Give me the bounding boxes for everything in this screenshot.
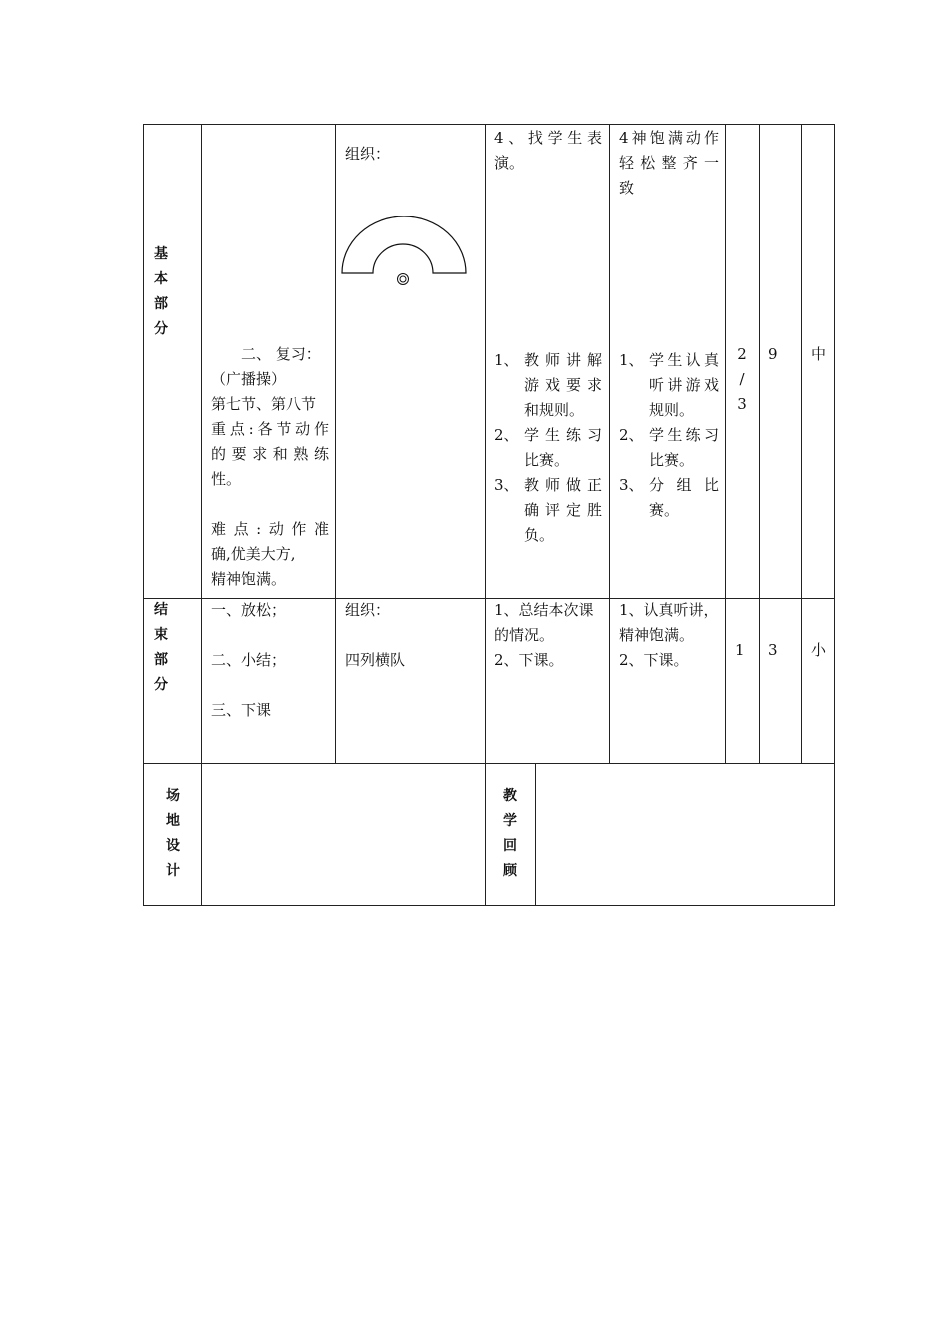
content-line: 第七节、第八节	[211, 395, 317, 413]
label-char: 顾	[503, 863, 517, 879]
teacher-line: 的情况。	[494, 626, 555, 644]
ending-organization	[345, 598, 405, 673]
content-line: 二、小结；	[211, 651, 287, 669]
teacher-item	[494, 348, 602, 423]
label-char: 学	[503, 813, 517, 829]
teacher-line: 1、总结本次课	[494, 601, 594, 619]
teacher-item	[494, 423, 602, 473]
table-border-top	[143, 124, 835, 125]
teacher-position-icon-inner	[400, 276, 406, 282]
content-line: 三、下课	[211, 701, 272, 719]
content-line: （广播操）	[211, 370, 287, 388]
column-divider	[335, 124, 336, 763]
item-line: 教师做正	[524, 476, 602, 494]
content-line: 二、 复习：	[241, 345, 321, 363]
content-line: 的要求和熟练	[211, 445, 329, 463]
ending-times: 1	[735, 641, 745, 659]
teacher-line: 2、下课。	[494, 651, 564, 669]
basic-content	[211, 342, 329, 592]
ending-content	[211, 598, 329, 723]
venue-design-label	[163, 784, 183, 884]
student-item	[619, 473, 719, 523]
column-divider	[535, 763, 536, 906]
label-char: 教	[503, 788, 517, 804]
basic-times	[730, 342, 754, 417]
column-divider	[759, 124, 760, 763]
item-line: 学生练习	[649, 426, 719, 444]
label-char: 本	[154, 271, 168, 287]
label-char: 设	[166, 838, 180, 854]
basic-teacher-items	[494, 348, 602, 548]
item-number: 3、	[494, 476, 519, 494]
label-char: 部	[154, 652, 168, 668]
times-char: /	[739, 370, 745, 388]
teacher-position-icon	[398, 274, 409, 285]
lesson-plan-table	[143, 124, 835, 906]
table-border-right	[834, 124, 835, 906]
label-char: 回	[503, 838, 517, 854]
arc-formation-shape	[342, 216, 466, 273]
student-line: 2、下课。	[619, 651, 689, 669]
basic-organization-label: 组织：	[345, 145, 391, 163]
column-divider	[485, 124, 486, 906]
section-label-ending	[151, 598, 171, 698]
label-char: 场	[166, 788, 180, 804]
student-line: 精神饱满。	[619, 626, 695, 644]
ending-minutes: 3	[768, 641, 778, 659]
teacher-line: 4、找学生表	[494, 129, 602, 147]
teaching-review-label	[500, 784, 520, 884]
label-char: 分	[154, 677, 168, 693]
student-line: 致	[619, 179, 635, 197]
item-line: 确评定胜	[524, 501, 602, 519]
student-line: 4神饱满动作	[619, 129, 719, 147]
label-char: 分	[154, 321, 168, 337]
organization-label: 组织：	[345, 601, 391, 619]
table-border-left	[143, 124, 144, 906]
item-line: 学生练习	[524, 426, 602, 444]
ending-teacher	[494, 598, 604, 673]
item-line: 比赛。	[649, 451, 695, 469]
item-line: 分组比	[649, 476, 719, 494]
content-line: 重点:各节动作	[211, 420, 329, 438]
basic-student-items	[619, 348, 719, 523]
teacher-line: 演。	[494, 154, 525, 172]
basic-teacher-top	[494, 126, 602, 176]
basic-intensity: 中	[811, 345, 827, 363]
label-char: 地	[166, 813, 180, 829]
student-line: 轻松整齐一	[619, 154, 719, 172]
row-divider	[143, 763, 835, 764]
item-line: 听讲游戏	[649, 376, 719, 394]
item-number: 3、	[619, 476, 644, 494]
basic-student-top	[619, 126, 719, 201]
label-char: 基	[154, 246, 168, 262]
item-line: 学生认真	[649, 351, 719, 369]
content-line: 确,优美大方,	[211, 545, 296, 563]
item-line: 教师讲解	[524, 351, 602, 369]
column-divider	[609, 124, 610, 763]
student-item	[619, 423, 719, 473]
content-line: 一、放松；	[211, 601, 287, 619]
item-number: 1、	[619, 351, 644, 369]
table-border-bottom	[143, 905, 835, 906]
item-line: 规则。	[649, 401, 695, 419]
content-line: 精神饱满。	[211, 570, 287, 588]
label-char: 计	[166, 863, 180, 879]
item-line: 比赛。	[524, 451, 570, 469]
item-number: 2、	[619, 426, 644, 444]
item-line: 和规则。	[524, 401, 585, 419]
times-char: 2	[737, 345, 747, 363]
teacher-item	[494, 473, 602, 548]
times-char: 3	[737, 395, 747, 413]
semicircle-formation-diagram	[340, 216, 468, 288]
ending-student	[619, 598, 723, 673]
basic-minutes: 9	[768, 345, 778, 363]
item-line: 赛。	[649, 501, 680, 519]
student-line: 1、认真听讲，	[619, 601, 719, 619]
student-item	[619, 348, 719, 423]
column-divider	[801, 124, 802, 763]
column-divider	[725, 124, 726, 763]
label-char: 结	[154, 602, 168, 618]
item-line: 负。	[524, 526, 555, 544]
label-char: 部	[154, 296, 168, 312]
content-line: 性。	[211, 470, 242, 488]
section-label-basic	[151, 242, 171, 342]
column-divider	[201, 124, 202, 906]
item-line: 游戏要求	[524, 376, 602, 394]
item-number: 2、	[494, 426, 519, 444]
item-number: 1、	[494, 351, 519, 369]
content-line: 难点:动作准	[211, 520, 329, 538]
formation-text: 四列横队	[345, 651, 406, 669]
ending-intensity: 小	[811, 641, 827, 659]
label-char: 束	[154, 627, 168, 643]
